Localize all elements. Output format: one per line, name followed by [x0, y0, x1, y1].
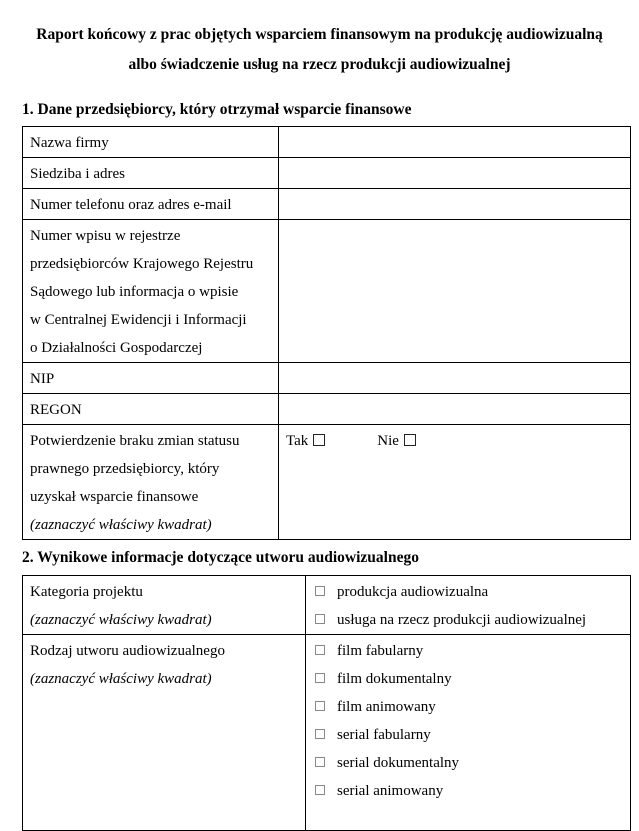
table-row	[23, 189, 631, 220]
checkbox-icon[interactable]	[315, 785, 325, 795]
option-nie-label: Nie	[377, 433, 399, 449]
work-info-table	[22, 575, 631, 831]
address-field[interactable]	[279, 158, 631, 189]
table-row	[23, 127, 631, 158]
phone-email-label: Numer telefonu oraz adres e-mail	[23, 189, 279, 220]
checkbox-icon[interactable]	[315, 614, 325, 624]
phone-email-field[interactable]	[279, 189, 631, 220]
option-feature-series[interactable]: serial fabularny	[313, 721, 622, 749]
table-row	[23, 576, 631, 635]
table-row	[23, 635, 631, 831]
section-1-heading: 1. Dane przedsiębiorcy, który otrzymał wsparcie finansowe	[22, 101, 412, 118]
work-type-label: Rodzaj utworu audiowizualnego (zaznaczyć właściwy kwadrat)	[23, 635, 306, 831]
checkbox-icon[interactable]	[315, 701, 325, 711]
project-category-options	[306, 576, 631, 635]
table-row	[23, 394, 631, 425]
company-data-table	[22, 126, 631, 540]
checkbox-icon[interactable]	[315, 586, 325, 596]
regon-field[interactable]	[279, 394, 631, 425]
table-row	[23, 363, 631, 394]
option-service-for-production[interactable]: usługa na rzecz produkcji audiowizualnej	[313, 606, 622, 634]
checkbox-icon[interactable]	[315, 645, 325, 655]
checkbox-icon[interactable]	[315, 673, 325, 683]
option-audiovisual-production[interactable]: produkcja audiowizualna	[313, 578, 622, 606]
checkbox-icon[interactable]	[404, 434, 416, 446]
option-documentary-series[interactable]: serial dokumentalny	[313, 749, 622, 777]
table-row	[23, 425, 631, 540]
table-row	[23, 220, 631, 363]
option-animated-film[interactable]: film animowany	[313, 693, 622, 721]
company-name-label: Nazwa firmy	[23, 127, 279, 158]
project-category-label: Kategoria projektu (zaznaczyć właściwy kwadrat)	[23, 576, 306, 635]
option-nie[interactable]	[377, 433, 416, 449]
option-feature-film[interactable]: film fabularny	[313, 637, 622, 665]
nip-label: NIP	[23, 363, 279, 394]
checkbox-icon[interactable]	[315, 729, 325, 739]
company-name-field[interactable]	[279, 127, 631, 158]
report-title-line-1: Raport końcowy z prac objętych wsparciem finansowym na produkcję audiowizualną	[36, 26, 603, 43]
registry-number-field[interactable]	[279, 220, 631, 363]
checkbox-icon[interactable]	[315, 757, 325, 767]
checkbox-icon[interactable]	[313, 434, 325, 446]
option-tak-label: Tak	[286, 433, 309, 449]
regon-label: REGON	[23, 394, 279, 425]
report-title-line-2: albo świadczenie usług na rzecz produkcji audiowizualnej	[128, 56, 511, 73]
nip-field[interactable]	[279, 363, 631, 394]
option-tak[interactable]	[286, 433, 325, 449]
work-type-options	[306, 635, 631, 831]
option-documentary-film[interactable]: film dokumentalny	[313, 665, 622, 693]
table-row	[23, 158, 631, 189]
section-2-heading: 2. Wynikowe informacje dotyczące utworu audiowizualnego	[22, 549, 419, 566]
registry-number-label: Numer wpisu w rejestrze przedsiębiorców Krajowego Rejestru Sądowego lub informacja o wpisie w Centralnej Ewidencji i Informacji o Działalności Gospodarczej	[23, 220, 279, 363]
status-confirmation-label: Potwierdzenie braku zmian statusu prawnego przedsiębiorcy, który uzyskał wsparcie finansowe (zaznaczyć właściwy kwadrat)	[23, 425, 279, 540]
address-label: Siedziba i adres	[23, 158, 279, 189]
status-confirmation-options	[279, 425, 631, 540]
report-title	[0, 20, 639, 80]
option-animated-series[interactable]: serial animowany	[313, 777, 622, 805]
